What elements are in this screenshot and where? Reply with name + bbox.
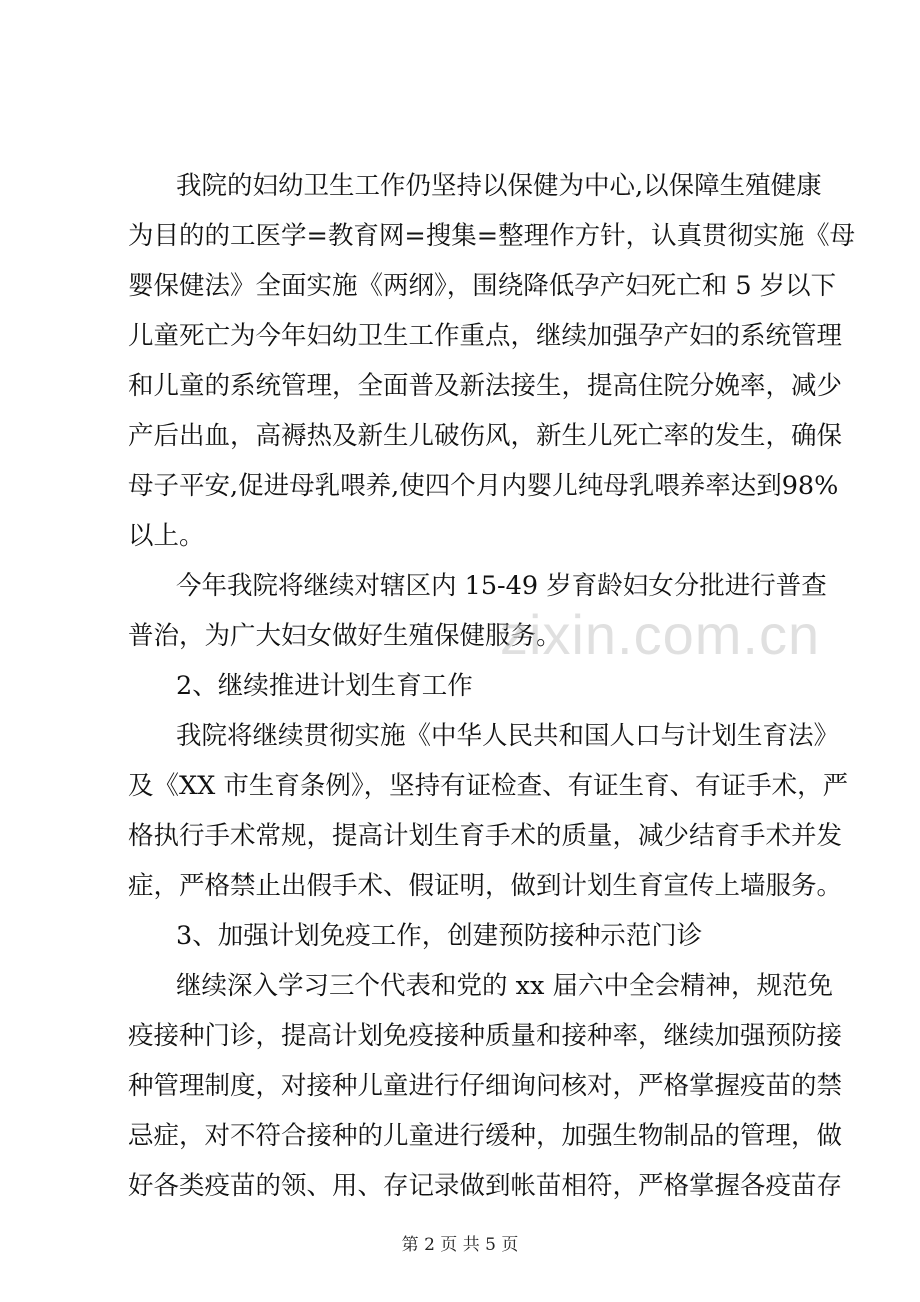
paragraph-4-line-3: 格执行手术常规，提高计划生育手术的质量，减少结育手术并发 [128,821,843,851]
paragraph-1-line-4: 儿童死亡为今年妇幼卫生工作重点，继续加强孕产妇的系统管理 [128,321,843,351]
paragraph-1-line-1: 我院的妇幼卫生工作仍坚持以保健为中心,以保障生殖健康 [176,171,822,201]
paragraph-1-line-2: 为目的的工医学=教育网=搜集=整理作方针，认真贯彻实施《母 [128,221,856,251]
paragraph-4-line-1: 我院将继续贯彻实施《中华人民共和国人口与计划生育法》 [176,721,840,751]
paragraph-2-line-1: 今年我院将继续对辖区内 15-49 岁育龄妇女分批进行普查 [176,571,827,601]
paragraph-6-line-2: 疫接种门诊，提高计划免疫接种质量和接种率，继续加强预防接 [128,1021,843,1051]
paragraph-1-line-5: 和儿童的系统管理，全面普及新法接生，提高住院分娩率，减少 [128,371,843,401]
paragraph-2-line-2: 普治，为广大妇女做好生殖保健服务。 [128,621,562,651]
section-heading-3: 3、加强计划免疫工作，创建预防接种示范门诊 [176,921,703,951]
paragraph-6-line-1: 继续深入学习三个代表和党的 xx 届六中全会精神，规范免 [176,971,833,1001]
paragraph-1-line-6: 产后出血，高褥热及新生儿破伤风，新生儿死亡率的发生，确保 [128,421,843,451]
paragraph-1-line-7: 母子平安,促进母乳喂养,使四个月内婴儿纯母乳喂养率达到98% [128,471,839,501]
paragraph-6-line-4: 忌症，对不符合接种的儿童进行缓种，加强生物制品的管理，做 [128,1121,843,1151]
paragraph-1-line-8: 以上。 [128,521,205,551]
paragraph-6-line-3: 种管理制度，对接种儿童进行仔细询问核对，严格掌握疫苗的禁 [128,1071,843,1101]
paragraph-4-line-2: 及《XX 市生育条例》，坚持有证检查、有证生育、有证手术，严 [128,771,849,801]
section-heading-2: 2、继续推进计划生育工作 [176,671,473,701]
paragraph-1-line-3: 婴保健法》全面实施《两纲》，围绕降低孕产妇死亡和 5 岁以下 [128,271,837,301]
page-number-footer: 第 2 页 共 5 页 [401,1235,519,1255]
paragraph-4-line-4: 症，严格禁止出假手术、假证明，做到计划生育宣传上墙服务。 [128,871,843,901]
paragraph-6-line-5: 好各类疫苗的领、用、存记录做到帐苗相符，严格掌握各疫苗存 [128,1171,843,1201]
watermark: zixin.com.cn [500,603,821,666]
